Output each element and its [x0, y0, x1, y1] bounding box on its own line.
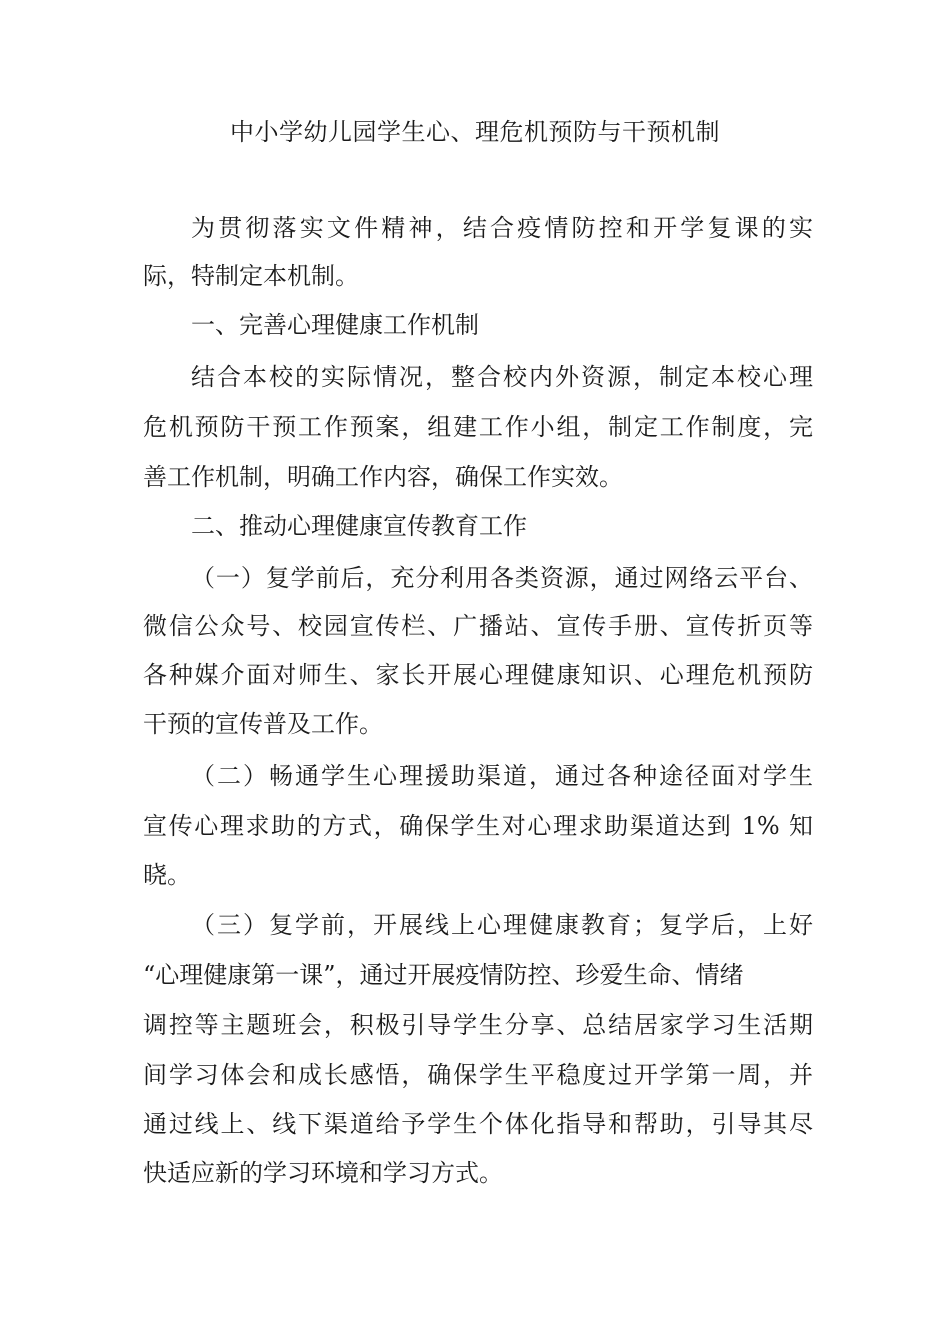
- text-line: （三）复学前，开展线上心理健康教育；复学后，上好: [191, 911, 813, 939]
- text-line: 宣传心理求助的方式，确保学生对心理求助渠道达到 1% 知: [143, 812, 813, 840]
- text-line: 危机预防干预工作预案，组建工作小组，制定工作制度，完: [143, 413, 813, 441]
- text-line: “心理健康第一课”，通过开展疫情防控、珍爱生命、情绪: [143, 961, 744, 989]
- text-line: 调控等主题班会，积极引导学生分享、总结居家学习生活期: [143, 1011, 813, 1039]
- text-line: 间学习体会和成长感悟，确保学生平稳度过开学第一周，并: [143, 1061, 813, 1089]
- text-line: 微信公众号、校园宣传栏、广播站、宣传手册、宣传折页等: [143, 612, 813, 640]
- text-line: 快适应新的学习环境和学习方式。: [143, 1159, 503, 1187]
- text-line: 干预的宣传普及工作。: [143, 710, 383, 738]
- text-line: 结合本校的实际情况，整合校内外资源，制定本校心理: [191, 363, 813, 391]
- text-line: 善工作机制，明确工作内容，确保工作实效。: [143, 463, 623, 491]
- text-line: 通过线上、线下渠道给予学生个体化指导和帮助，引导其尽: [143, 1110, 813, 1138]
- text-line: 各种媒介面对师生、家长开展心理健康知识、心理危机预防: [143, 661, 813, 689]
- document-title: 中小学幼儿园学生心、理危机预防与干预机制: [230, 118, 720, 146]
- text-line: 际，特制定本机制。: [143, 262, 359, 290]
- text-line: 为贯彻落实文件精神，结合疫情防控和开学复课的实: [191, 214, 813, 242]
- section-heading: 一、完善心理健康工作机制: [191, 311, 479, 339]
- section-heading: 二、推动心理健康宣传教育工作: [191, 512, 527, 540]
- text-line: 晓。: [143, 861, 191, 889]
- text-line: （二）畅通学生心理援助渠道，通过各种途径面对学生: [191, 762, 813, 790]
- text-line: （一）复学前后，充分利用各类资源，通过网络云平台、: [191, 564, 813, 592]
